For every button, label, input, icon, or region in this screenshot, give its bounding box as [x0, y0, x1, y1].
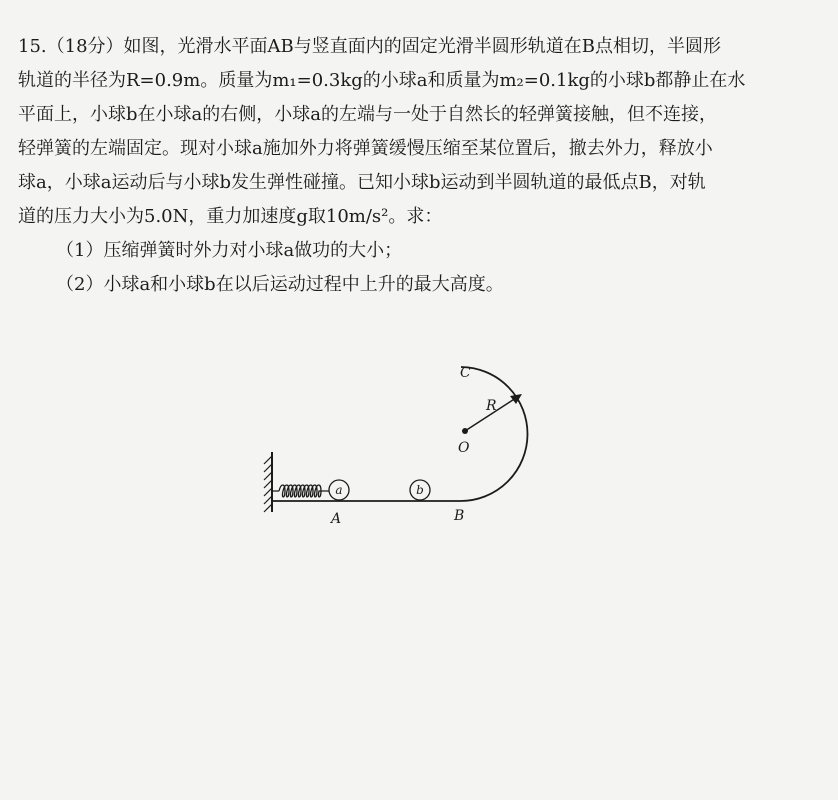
label-R: R — [486, 398, 497, 414]
track — [272, 367, 528, 501]
question-line-5: 球a，小球a运动后与小球b发生弹性碰撞。已知小球b运动到半圆轨道的最低点B，对轨 — [18, 172, 706, 193]
question-score: （18分） — [46, 36, 124, 57]
label-B: B — [454, 508, 465, 524]
label-O: O — [458, 440, 470, 456]
label-C: C — [460, 365, 471, 381]
question-line-2: 轨道的半径为R=0.9m。质量为m₁=0.3kg的小球a和质量为m₂=0.1kg的小球b都静止在水 — [18, 70, 746, 91]
label-A: A — [331, 511, 342, 527]
track-diagram — [255, 360, 555, 530]
spring — [272, 485, 329, 497]
question-line-3: 平面上，小球b在小球a的右侧，小球a的左端与一处于自然长的轻弹簧接触，但不连接， — [18, 104, 717, 125]
sub-question-2: （2）小球a和小球b在以后运动过程中上升的最大高度。 — [56, 274, 504, 295]
ball-b-label: b — [416, 483, 424, 497]
ball-a-label: a — [335, 483, 343, 497]
question-text-1: 如图，光滑水平面AB与竖直面内的固定光滑半圆形轨道在B点相切，半圆形 — [123, 36, 721, 57]
sub-question-1: （1）压缩弹簧时外力对小球a做功的大小； — [56, 240, 403, 261]
wall-hatching — [264, 456, 272, 512]
question-line-4: 轻弹簧的左端固定。现对小球a施加外力将弹簧缓慢压缩至某位置后，撤去外力，释放小 — [18, 138, 713, 159]
question-number: 15. — [18, 36, 47, 57]
question-15 — [18, 30, 818, 302]
question-line-6: 道的压力大小为5.0N，重力加速度g取10m/s²。求： — [18, 206, 443, 227]
question-line-1 — [18, 30, 818, 64]
